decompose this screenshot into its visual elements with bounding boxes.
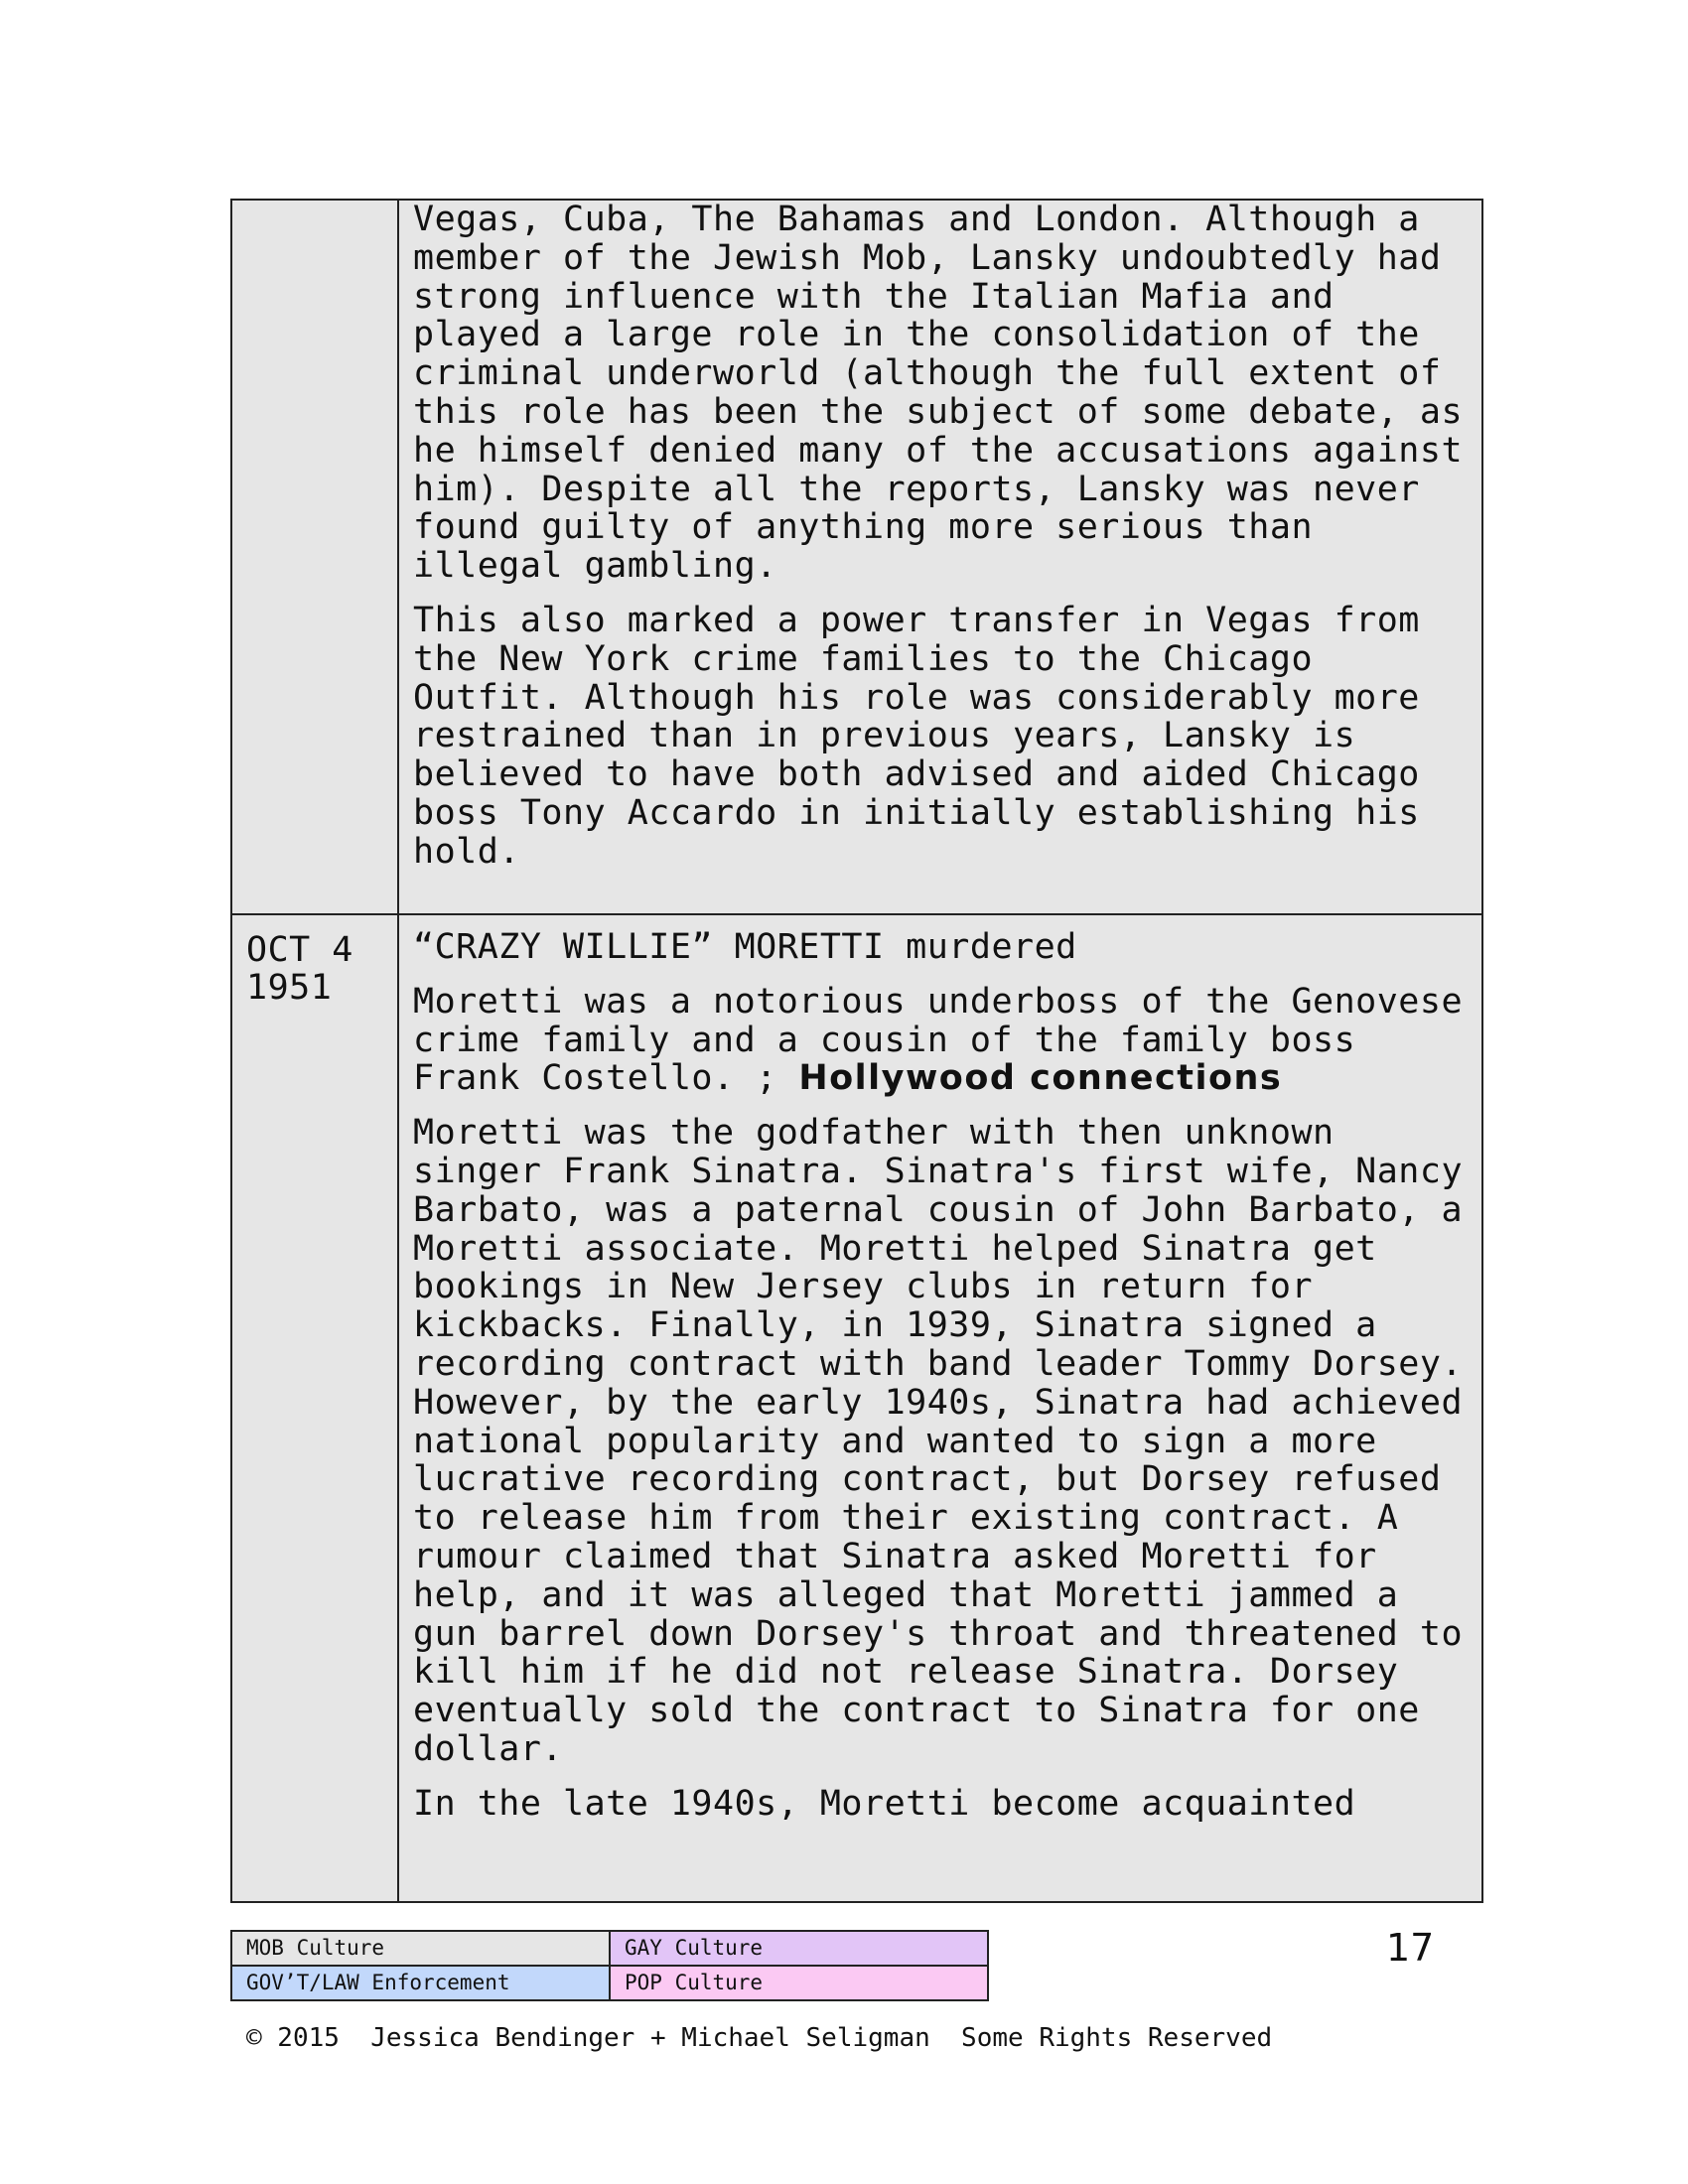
- timeline-row: [231, 914, 1482, 1902]
- timeline-table: [230, 199, 1483, 1903]
- entry-text-cell: [398, 200, 1482, 914]
- date-cell: [231, 200, 398, 914]
- entry-intro-paragraph: [413, 983, 1470, 1098]
- entry-paragraph: Vegas, Cuba, The Bahamas and London. Although a member of the Jewish Mob, Lansky undoubtedly had strong influence with the Italian Mafia and played a large role in the consolidation of the criminal underworld (although the full extent of this role has been the subject of some debate, as he himself denied many of the accusations against him). Despite all the reports, Lansky was never found guilty of anything more serious than illegal gambling.: [413, 200, 1464, 587]
- date-cell: [231, 914, 398, 1902]
- category-legend: [230, 1930, 989, 2001]
- entry-paragraph: In the late 1940s, Moretti become acquainted: [413, 1783, 1356, 1824]
- entry-headline: “CRAZY WILLIE” MORETTI murdered: [413, 927, 1077, 967]
- legend-gov-law-enforcement: GOV’T/LAW Enforcement: [231, 1966, 610, 2000]
- entry-paragraph: Moretti was the godfather with then unknown singer Frank Sinatra. Sinatra's first wife, Nancy Barbato, was a paternal cousin of John Barbato, a Moretti associate. Moretti helped Sinatra get bookings in New Jersey clubs in return for kickbacks. Finally, in 1939, Sinatra signed a recording contract with band leader Tommy Dorsey. However, by the early 1940s, Sinatra had achieved national popularity and wanted to sign a more lucrative recording contract, but Dorsey refused to release him from their existing contract. A rumour claimed that Sinatra asked Moretti for help, and it was alleged that Moretti jammed a gun barrel down Dorsey's throat and threatened to kill him if he did not release Sinatra. Dorsey eventually sold the contract to Sinatra for one dollar.: [413, 1113, 1464, 1769]
- legend-gay-culture: GAY Culture: [610, 1931, 988, 1966]
- hollywood-connections-link[interactable]: Hollywood connections: [798, 1058, 1283, 1099]
- timeline-row: [231, 200, 1482, 914]
- legend-pop-culture: POP Culture: [610, 1966, 988, 2000]
- copyright-footer: © 2015 Jessica Bendinger + Michael Seligman Some Rights Reserved: [246, 2023, 1273, 2053]
- date-line-1: OCT 4: [246, 930, 353, 970]
- entry-paragraph: This also marked a power transfer in Vegas from the New York crime families to the Chicago Outfit. Although his role was considerably more restrained than in previous years, Lansky is believed to have both advised and aided Chicago boss Tony Accardo in initially establishing his hold.: [413, 600, 1420, 872]
- page-number: 17: [1386, 1926, 1435, 1970]
- date-line-2: 1951: [246, 968, 333, 1008]
- entry-text-cell: [398, 914, 1482, 1902]
- entry-intro-text: Moretti was a notorious underboss of the Genovese crime family and a cousin of the family boss Frank Costello. ;: [413, 981, 1464, 1099]
- legend-mob-culture: MOB Culture: [231, 1931, 610, 1966]
